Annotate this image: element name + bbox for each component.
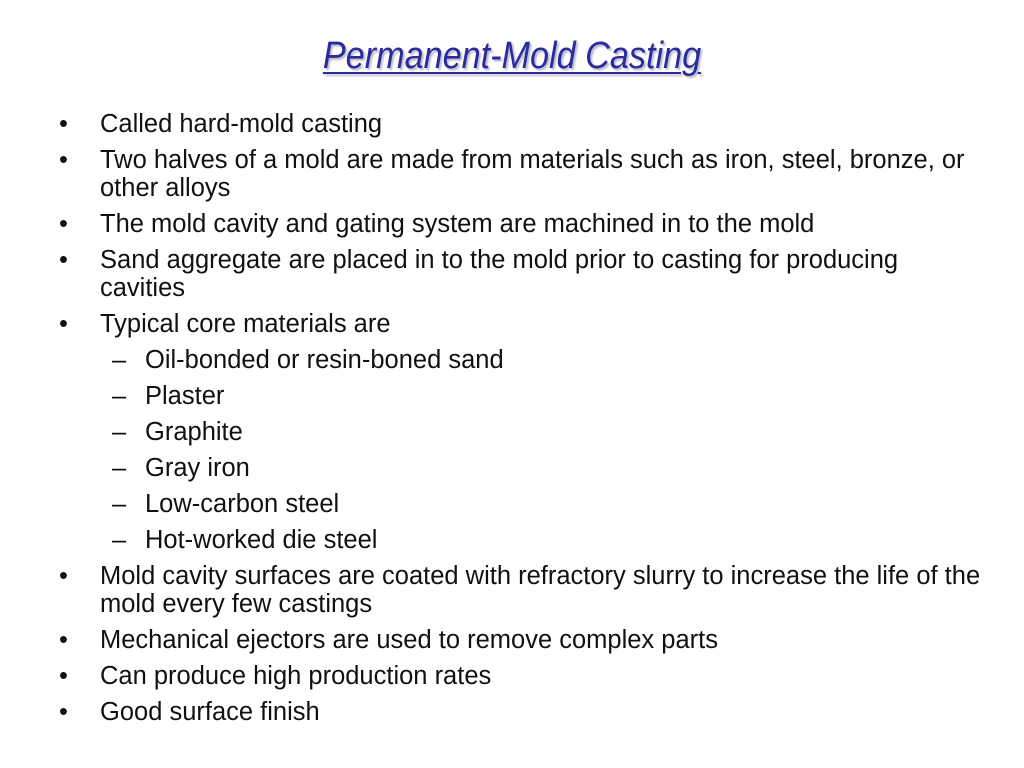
sub-bullet-text: Low-carbon steel [145,490,340,518]
bullet-item [57,698,987,726]
bullet-marker: • [59,662,68,690]
bullet-marker: • [59,110,68,138]
sub-bullet-item [57,454,987,482]
bullet-item [57,110,987,138]
dash-marker: – [112,526,127,554]
bullet-marker: • [59,626,68,654]
bullet-marker: • [59,146,68,174]
bullet-marker: • [59,562,68,590]
bullet-text: Typical core materials are [100,310,391,338]
sub-bullet-item [57,490,987,518]
bullet-text: Can produce high production rates [100,662,492,690]
bullet-text: Mold cavity surfaces are coated with refractory slurry to increase the life of the mold every few castings [100,562,981,618]
bullet-marker: • [59,310,68,338]
bullet-marker: • [59,698,68,726]
sub-bullet-item [57,382,987,410]
sub-bullet-text: Hot-worked die steel [145,526,378,554]
bullet-item [57,662,987,690]
dash-marker: – [112,454,127,482]
sub-bullet-item [57,418,987,446]
bullet-marker: • [59,246,68,274]
dash-marker: – [112,418,127,446]
bullet-item [57,246,987,302]
sub-bullet-item [57,526,987,554]
bullet-item [57,562,987,618]
bullet-marker: • [59,210,68,238]
sub-bullet-text: Oil-bonded or resin-boned sand [145,346,504,374]
bullet-item [57,210,987,238]
bullet-text: The mold cavity and gating system are machined in to the mold [100,210,815,238]
bullet-text: Called hard-mold casting [100,110,383,138]
bullet-item [57,146,987,202]
bullet-text: Good surface finish [100,698,320,726]
sub-bullet-text: Graphite [145,418,243,446]
bullet-text: Mechanical ejectors are used to remove complex parts [100,626,718,654]
dash-marker: – [112,490,127,518]
sub-bullet-item [57,346,987,374]
sub-bullet-text: Plaster [145,382,225,410]
dash-marker: – [112,382,127,410]
bullet-list [57,110,987,734]
bullet-text: Two halves of a mold are made from materials such as iron, steel, bronze, or other alloys [100,146,965,202]
bullet-item [57,626,987,654]
slide-title: Permanent-Mold Casting [322,35,702,77]
bullet-text: Sand aggregate are placed in to the mold prior to casting for producing cavities [100,246,899,302]
dash-marker: – [112,346,127,374]
sub-bullet-text: Gray iron [145,454,250,482]
bullet-item [57,310,987,338]
